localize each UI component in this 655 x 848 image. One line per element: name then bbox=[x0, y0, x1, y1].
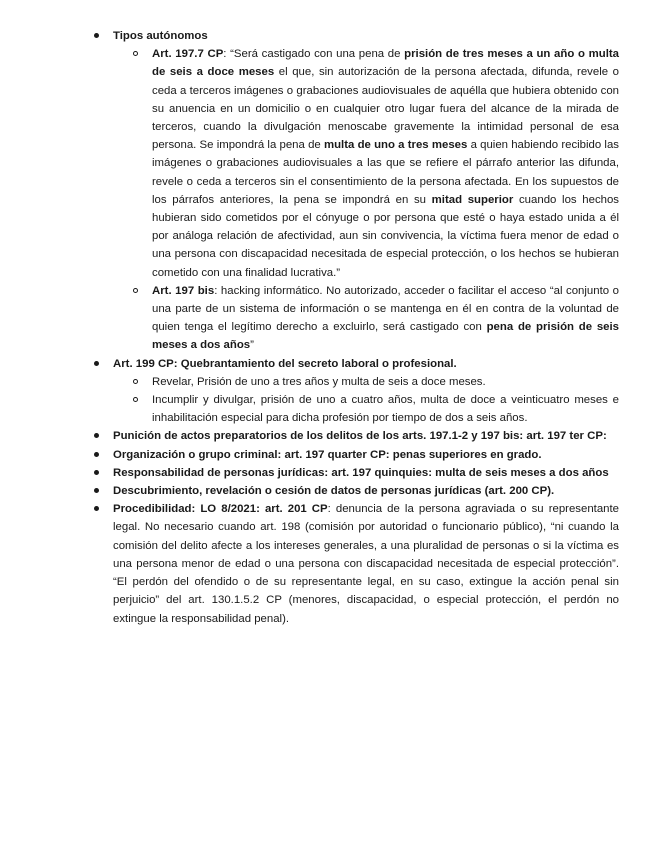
art-197-7-text: a quien habiendo recibido las imágenes o grabaciones audiovisuales a las que se refiere el párrafo anterior las difunda, revele o ceda a terceros sin el consentimiento de la persona afectada. En los supuestos de los párrafos anteriores, la pena se impondrá en su bbox=[152, 139, 619, 206]
art-197-bis-ref: Art. 197 bis bbox=[152, 284, 215, 297]
document-body bbox=[0, 27, 655, 628]
art-197-7-penalty: mitad superior bbox=[431, 193, 514, 206]
art-197-7-text: el que, sin autorización de la persona afectada, difunda, revele o ceda a terceros imágenes o grabaciones audiovisuales de aquélla que hubiera obtenido con su anuencia en un domicilio o en cualquier otro lugar fuera del alcance de la mirada de terceros, cuando la divulgación menoscabe gravemente la intimidad personal de esa persona. Se impondrá la pena de bbox=[152, 66, 619, 152]
art-197-7-text: cuando los hechos hubieran sido cometidos por el cónyuge o por persona que esté o haya estado unida a él por análoga relación de afectividad, aun sin convivencia, la víctima fuera menor de edad o una persona con discapacidad necesitada de especial protección, o los hechos se hubieran cometido con una finalidad lucrativa.” bbox=[152, 193, 620, 279]
bullet-descubrimiento bbox=[113, 482, 619, 500]
sub-bullet-art-197-7 bbox=[152, 45, 619, 282]
art-197-bis-text: : hacking informático. No autorizado, acceder o facilitar el acceso “al conjunto o una parte de un sistema de información o se mantenga en él en contra de la voluntad de quien tenga el legítimo derecho a excluirlo, será castigado con bbox=[152, 284, 619, 334]
bullet-text: Organización o grupo criminal: art. 197 quarter CP: penas superiores en grado. bbox=[113, 448, 542, 461]
bullet-art-199 bbox=[113, 355, 619, 373]
sub-bullet-incumplir: Incumplir y divulgar, prisión de uno a cuatro años, multa de doce a veinticuatro meses e inhabilitación especial para dicha profesión por tiempo de dos a seis años. bbox=[152, 391, 619, 427]
procedibilidad-text: : denuncia de la persona agraviada o su representante legal. No necesario cuando art. 198 (comisión por autoridad o funcionario público), “ni cuando la comisión del delito afecte a los intereses generales, a una pluralidad de personas o si la víctima es una persona menor de edad o una persona con discapacidad necesitada de especial protección”. “El perdón del ofendido o de su representante legal, en su caso, extingue la acción penal sin perjuicio” del art. 130.1.5.2 CP (menores, discapacidad, o especial protección, el perdón no extingue la responsabilidad penal). bbox=[113, 503, 619, 625]
bullet-text: Punición de actos preparatorios de los delitos de los arts. 197.1-2 y 197 bis: art. 197 ter CP: bbox=[113, 430, 607, 443]
bullet-tipos-autonomos bbox=[113, 27, 619, 45]
art-197-7-penalty: multa de uno a tres meses bbox=[323, 139, 468, 152]
procedibilidad-ref: Procedibilidad: LO 8/2021: art. 201 CP bbox=[113, 503, 328, 516]
art-197-7-text: : “Será castigado con una pena de bbox=[223, 48, 405, 61]
sub-bullet-revelar: Revelar, Prisión de uno a tres años y multa de seis a doce meses. bbox=[152, 373, 619, 391]
bullet-organizacion bbox=[113, 446, 619, 464]
bullet-procedibilidad bbox=[113, 500, 619, 627]
tipos-autonomos-heading: Tipos autónomos bbox=[113, 30, 208, 42]
art-197-bis-penalty: pena de prisión de seis meses a dos años bbox=[152, 321, 619, 352]
bullet-text: Responsabilidad de personas jurídicas: art. 197 quinquies: multa de seis meses a dos años bbox=[113, 466, 609, 479]
bullet-punicion bbox=[113, 427, 619, 445]
art-197-bis-text: ” bbox=[250, 339, 254, 352]
sub-bullet-art-197-bis bbox=[152, 282, 619, 355]
art-197-7-ref: Art. 197.7 CP bbox=[152, 48, 224, 61]
art-199-heading: Art. 199 CP: Quebrantamiento del secreto laboral o profesional. bbox=[113, 357, 457, 370]
bullet-responsabilidad bbox=[113, 464, 619, 482]
art-197-7-penalty: prisión de tres meses a un año o multa de seis a doce meses bbox=[152, 48, 619, 79]
bullet-text: Descubrimiento, revelación o cesión de datos de personas jurídicas (art. 200 CP). bbox=[113, 485, 555, 498]
